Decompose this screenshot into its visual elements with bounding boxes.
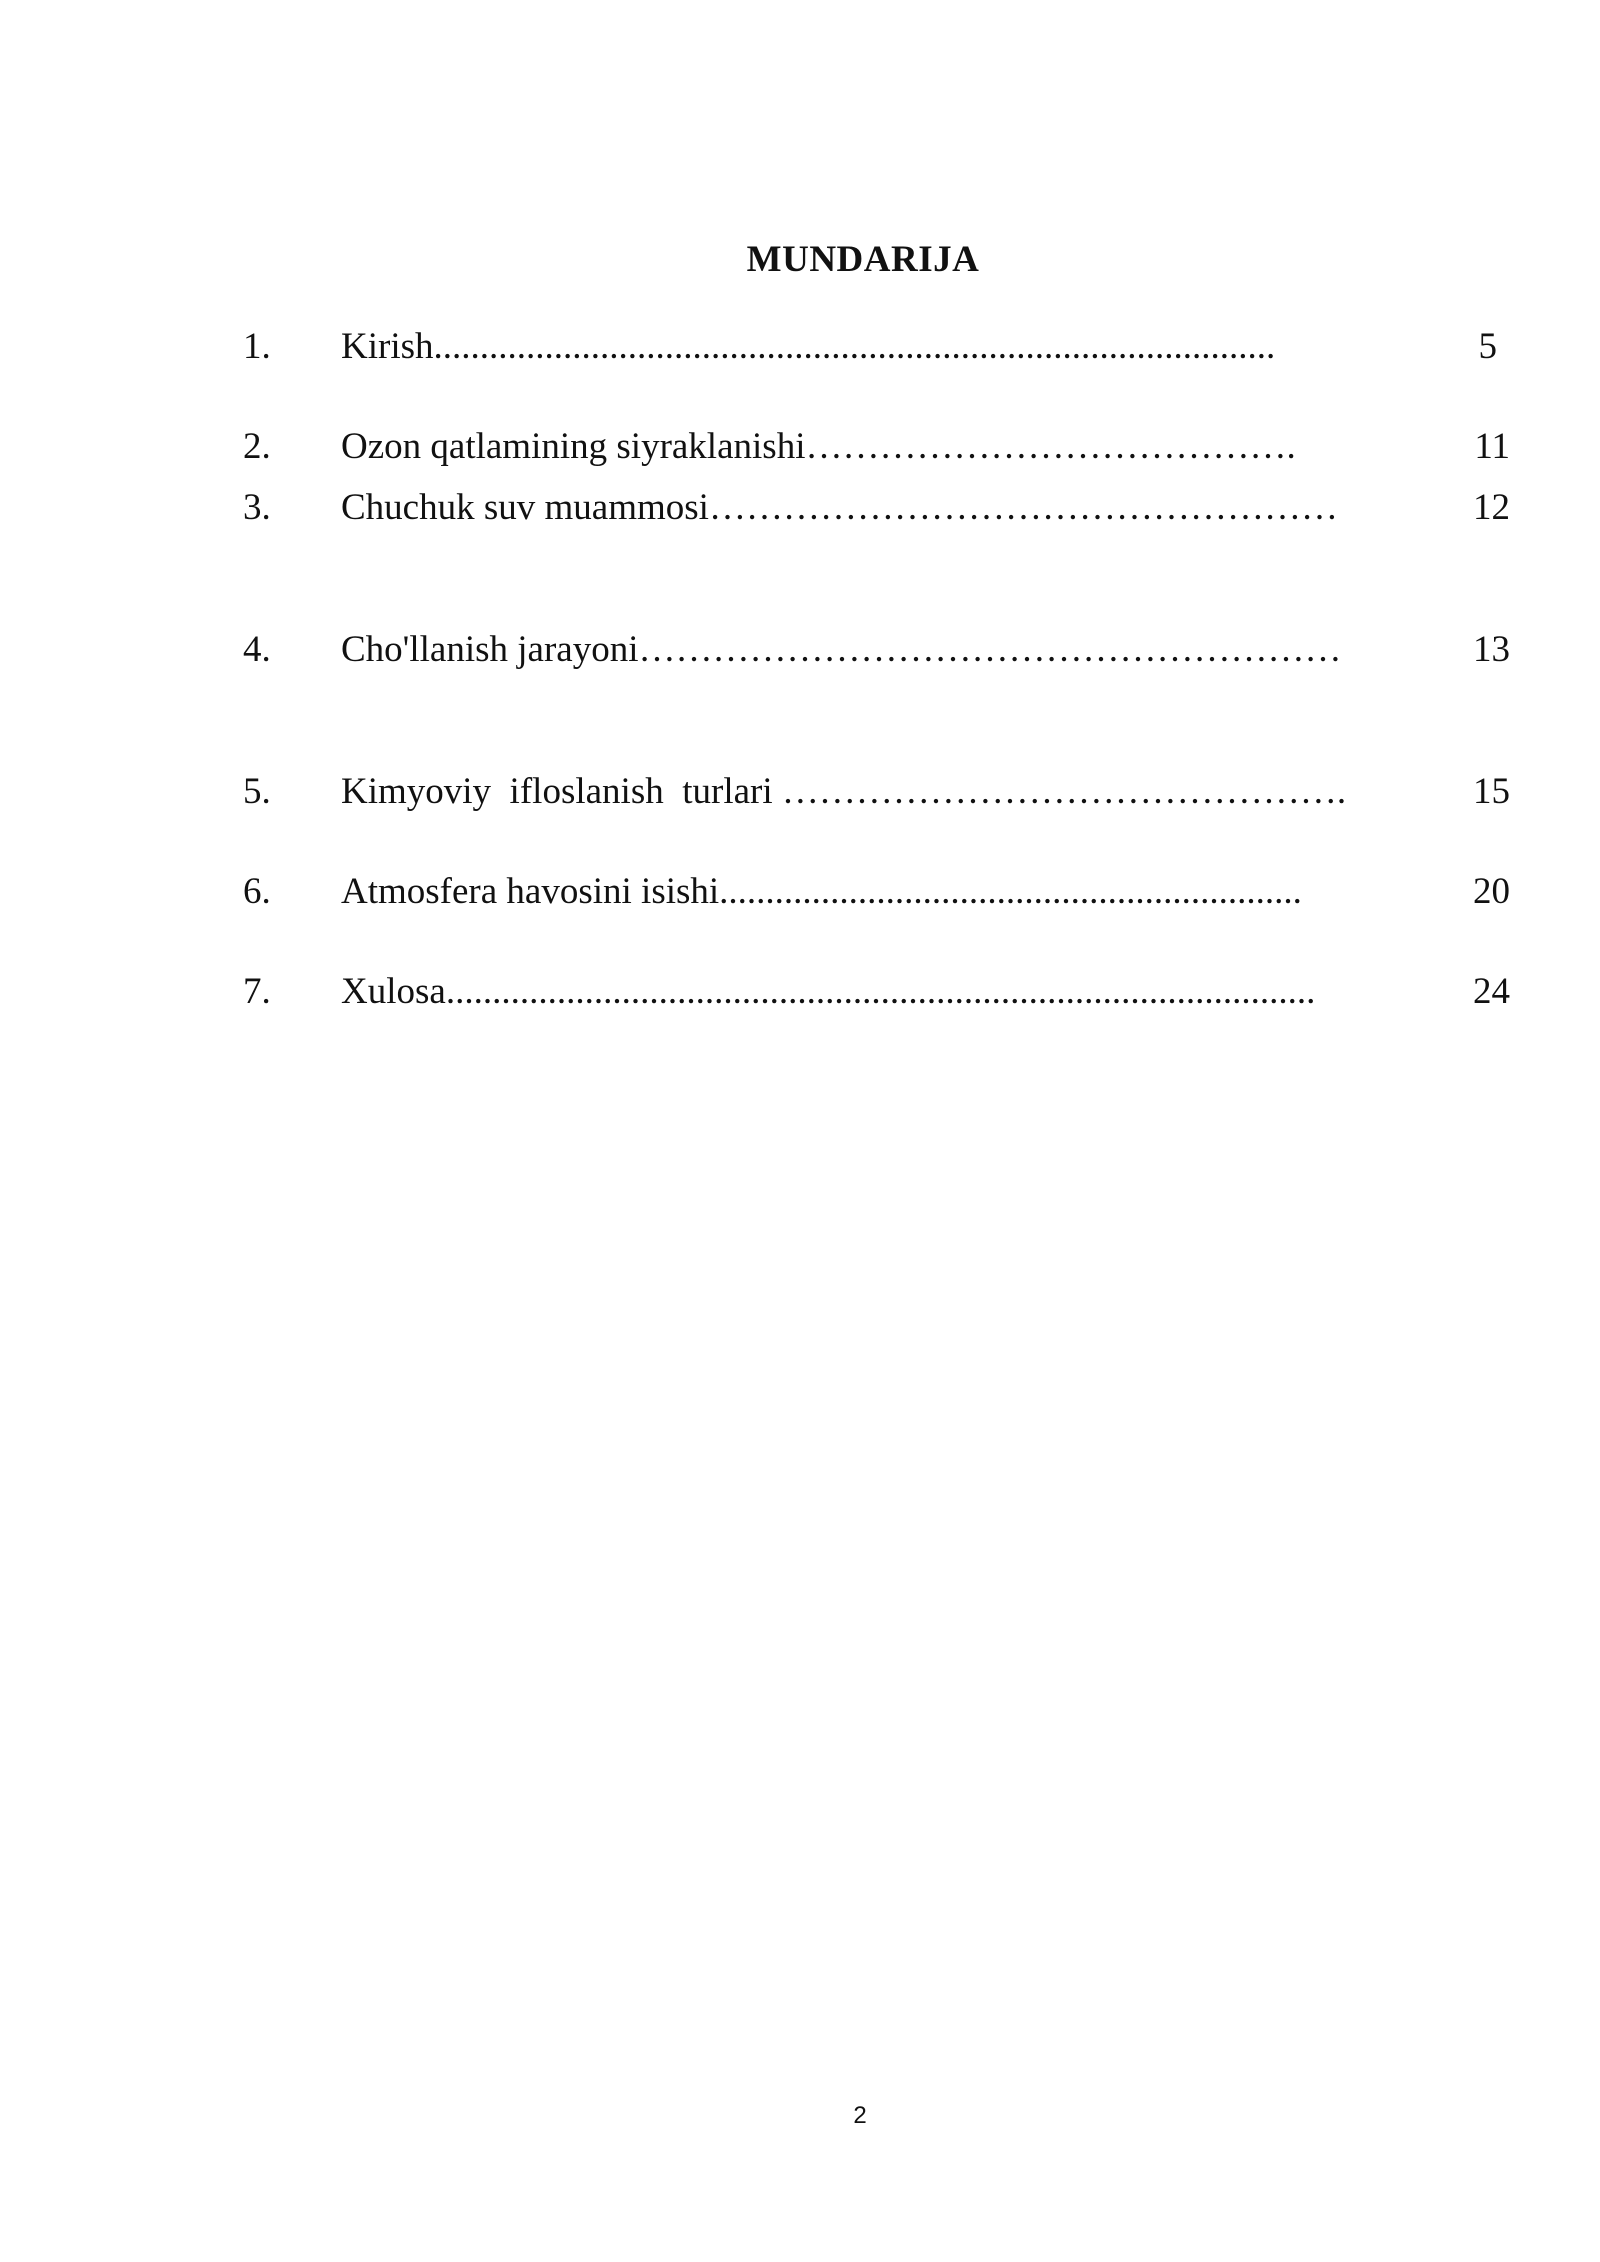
toc-entry bbox=[0, 422, 1600, 472]
toc-entry-label: Chuchuk suv muammosi…………………………………………… bbox=[341, 487, 1338, 528]
toc-entry-page: 11 bbox=[1474, 426, 1510, 467]
toc-entry bbox=[0, 322, 1600, 372]
toc-entry bbox=[0, 625, 1600, 675]
toc-entry-label: Kirish........................................................................................... bbox=[341, 326, 1276, 367]
toc-entry-number: 3. bbox=[243, 487, 271, 528]
toc-entry-label: Kimyoviy ifloslanish turlari ………………………………………. bbox=[341, 771, 1347, 812]
toc-entry-page: 12 bbox=[1473, 487, 1510, 528]
toc-title: MUNDARIJA bbox=[746, 239, 980, 280]
toc-entry bbox=[0, 767, 1600, 817]
page-number: 2 bbox=[853, 2102, 867, 2129]
toc-entry-page: 15 bbox=[1473, 771, 1510, 812]
toc-entry-number: 7. bbox=[243, 971, 271, 1012]
toc-entry bbox=[0, 867, 1600, 917]
toc-entry bbox=[0, 483, 1600, 533]
toc-entry-number: 6. bbox=[243, 871, 271, 912]
toc-entry-page: 13 bbox=[1473, 629, 1510, 670]
toc-entry-label: Ozon qatlamining siyraklanishi…………………………………. bbox=[341, 426, 1296, 467]
toc-entry-label: Atmosfera havosini isishi............................................................... bbox=[341, 871, 1302, 912]
toc-entry-page: 24 bbox=[1473, 971, 1510, 1012]
toc-entry-page: 20 bbox=[1473, 871, 1510, 912]
toc-entry-label: Cho'llanish jarayoni………………………………………………… bbox=[341, 629, 1342, 670]
toc-entry-number: 1. bbox=[243, 326, 271, 367]
toc-entry-number: 2. bbox=[243, 426, 271, 467]
toc-entry-number: 5. bbox=[243, 771, 271, 812]
toc-entry-label: Xulosa.............................................................................................. bbox=[341, 971, 1316, 1012]
toc-entry bbox=[0, 967, 1600, 1017]
toc-entry-page: 5 bbox=[1478, 326, 1497, 367]
toc-entry-number: 4. bbox=[243, 629, 271, 670]
